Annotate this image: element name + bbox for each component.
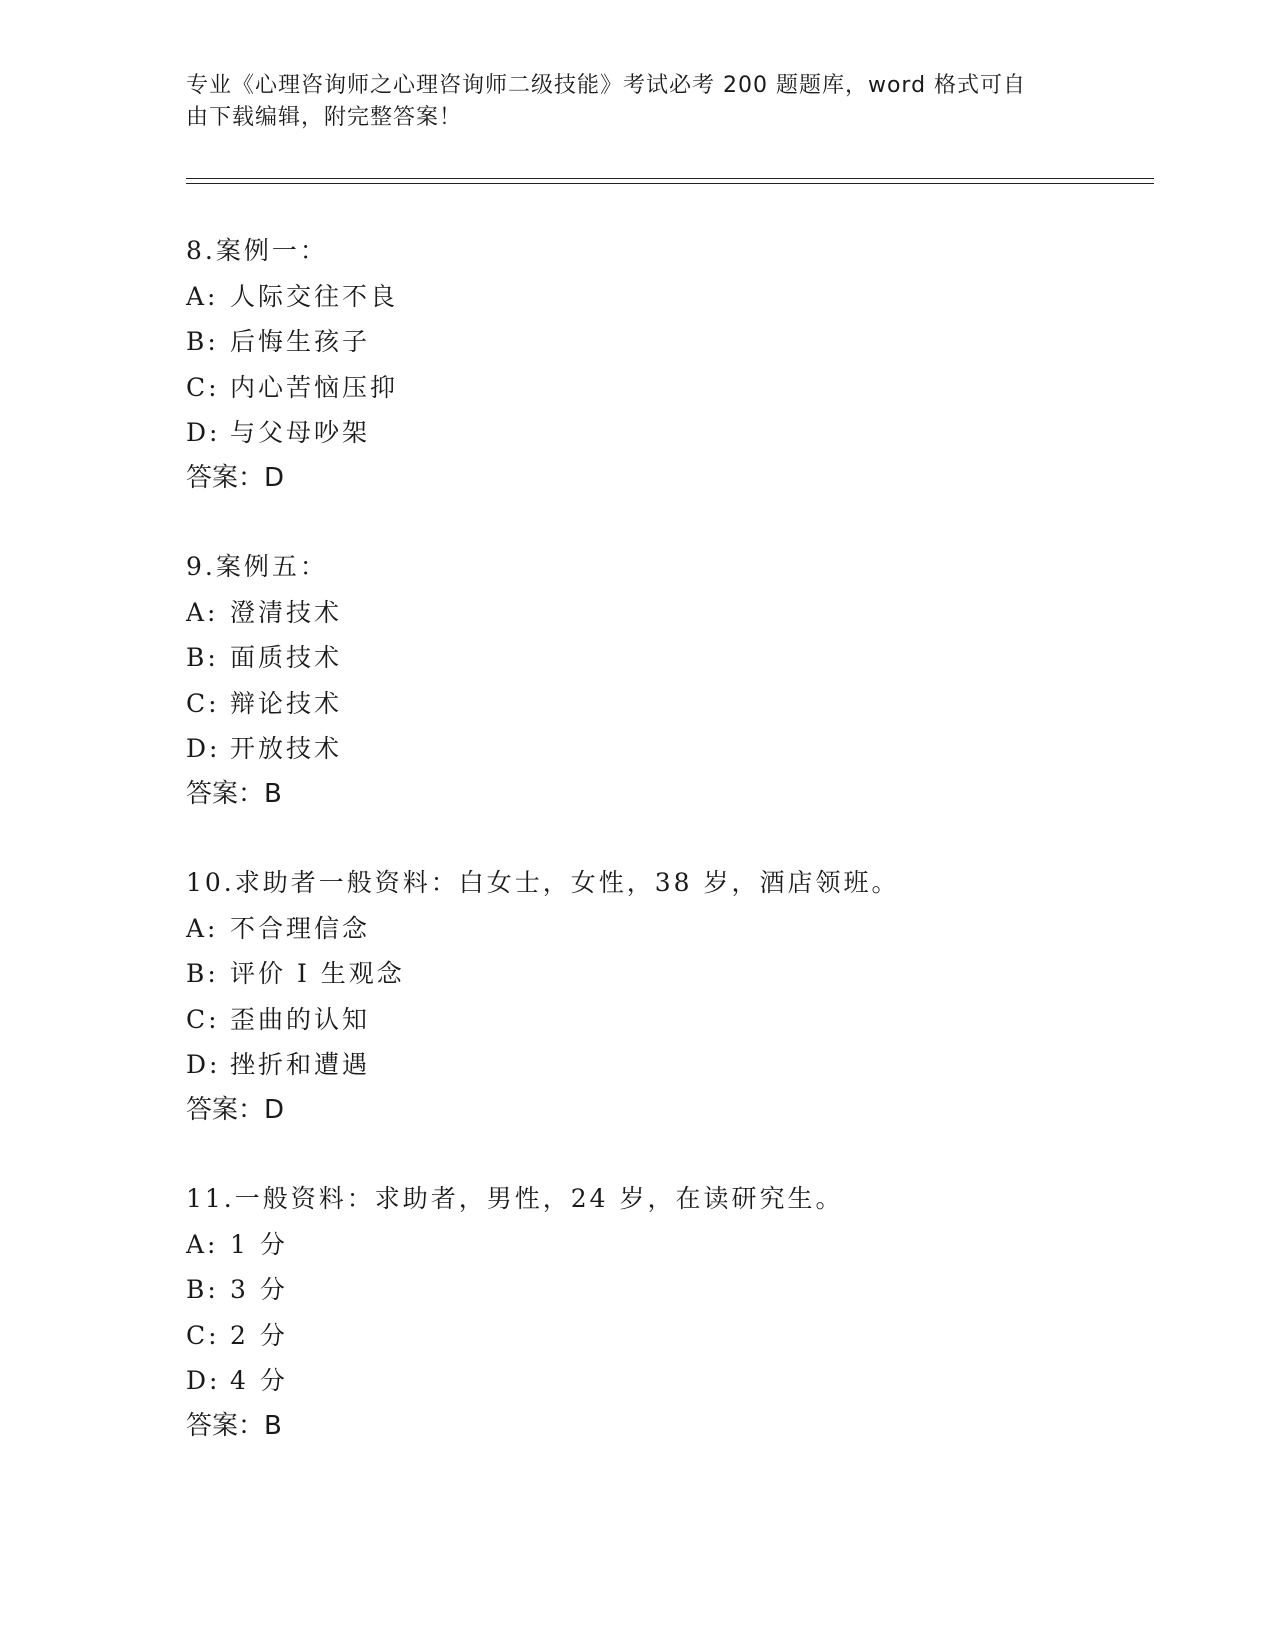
option-key: C: <box>186 372 220 402</box>
question-title: 11.一般资料：求助者，男性，24 岁，在读研究生。 <box>186 1184 844 1213</box>
answer-line: 答案：D <box>186 1094 285 1125</box>
option-text: 与父母吵架 <box>230 418 371 447</box>
option-key: D: <box>186 1050 221 1079</box>
option-key: A: <box>186 597 219 627</box>
question-block <box>186 544 342 817</box>
option-b <box>186 1267 844 1313</box>
header-line-2: 由下载编辑，附完整答案！ <box>186 105 463 130</box>
question-block <box>186 228 398 501</box>
option-key: C: <box>186 1004 220 1034</box>
option-text: 内心苦恼压抑 <box>230 372 399 402</box>
document-header <box>186 70 1066 134</box>
option-b <box>186 951 900 997</box>
option-key: D: <box>186 1366 221 1395</box>
option-text: 1 分 <box>230 1229 288 1259</box>
header-divider-top <box>186 178 1154 179</box>
option-key: D: <box>186 418 221 447</box>
option-text: 4 分 <box>230 1366 288 1395</box>
option-a <box>186 274 398 320</box>
option-text: 辩论技术 <box>230 688 343 718</box>
option-a <box>186 906 900 952</box>
option-text: 挫折和遭遇 <box>230 1050 371 1079</box>
option-key: A: <box>186 913 219 943</box>
option-text: 2 分 <box>230 1320 288 1350</box>
option-key: A: <box>186 1229 219 1259</box>
option-key: B: <box>186 959 219 988</box>
option-c <box>186 997 900 1043</box>
option-d <box>186 726 342 772</box>
option-text: 后悔生孩子 <box>230 327 371 356</box>
question-title: 8.案例一： <box>186 236 328 265</box>
option-text: 不合理信念 <box>230 913 371 943</box>
question-title: 10.求助者一般资料：白女士，女性，38 岁，酒店领班。 <box>186 868 900 897</box>
question-title: 9.案例五： <box>186 552 328 581</box>
option-c <box>186 365 398 411</box>
option-b <box>186 319 398 365</box>
header-divider-bottom <box>186 183 1154 184</box>
option-c <box>186 681 342 727</box>
header-line-1: 专业《心理咨询师之心理咨询师二级技能》考试必考 200 题题库，word 格式可自 <box>186 73 1027 98</box>
question-block <box>186 860 900 1133</box>
option-key: B: <box>186 643 219 672</box>
option-text: 面质技术 <box>230 643 343 672</box>
option-c <box>186 1313 844 1359</box>
answer-line: 答案：B <box>186 778 282 809</box>
option-text: 澄清技术 <box>230 597 343 627</box>
option-key: A: <box>186 281 219 311</box>
option-key: D: <box>186 734 221 763</box>
option-d <box>186 1358 844 1404</box>
option-a <box>186 1222 844 1268</box>
option-key: B: <box>186 327 219 356</box>
option-text: 3 分 <box>230 1275 288 1304</box>
option-b <box>186 635 342 681</box>
answer-line: 答案：B <box>186 1410 282 1441</box>
question-block <box>186 1176 844 1449</box>
option-a <box>186 590 342 636</box>
answer-line: 答案：D <box>186 462 285 493</box>
option-d <box>186 410 398 456</box>
option-key: C: <box>186 1320 220 1350</box>
option-key: C: <box>186 688 220 718</box>
option-d <box>186 1042 900 1088</box>
option-text: 开放技术 <box>230 734 343 763</box>
option-text: 歪曲的认知 <box>230 1004 371 1034</box>
option-text: 人际交往不良 <box>230 281 399 311</box>
option-key: B: <box>186 1275 219 1304</box>
option-text: 评价 I 生观念 <box>230 959 405 988</box>
